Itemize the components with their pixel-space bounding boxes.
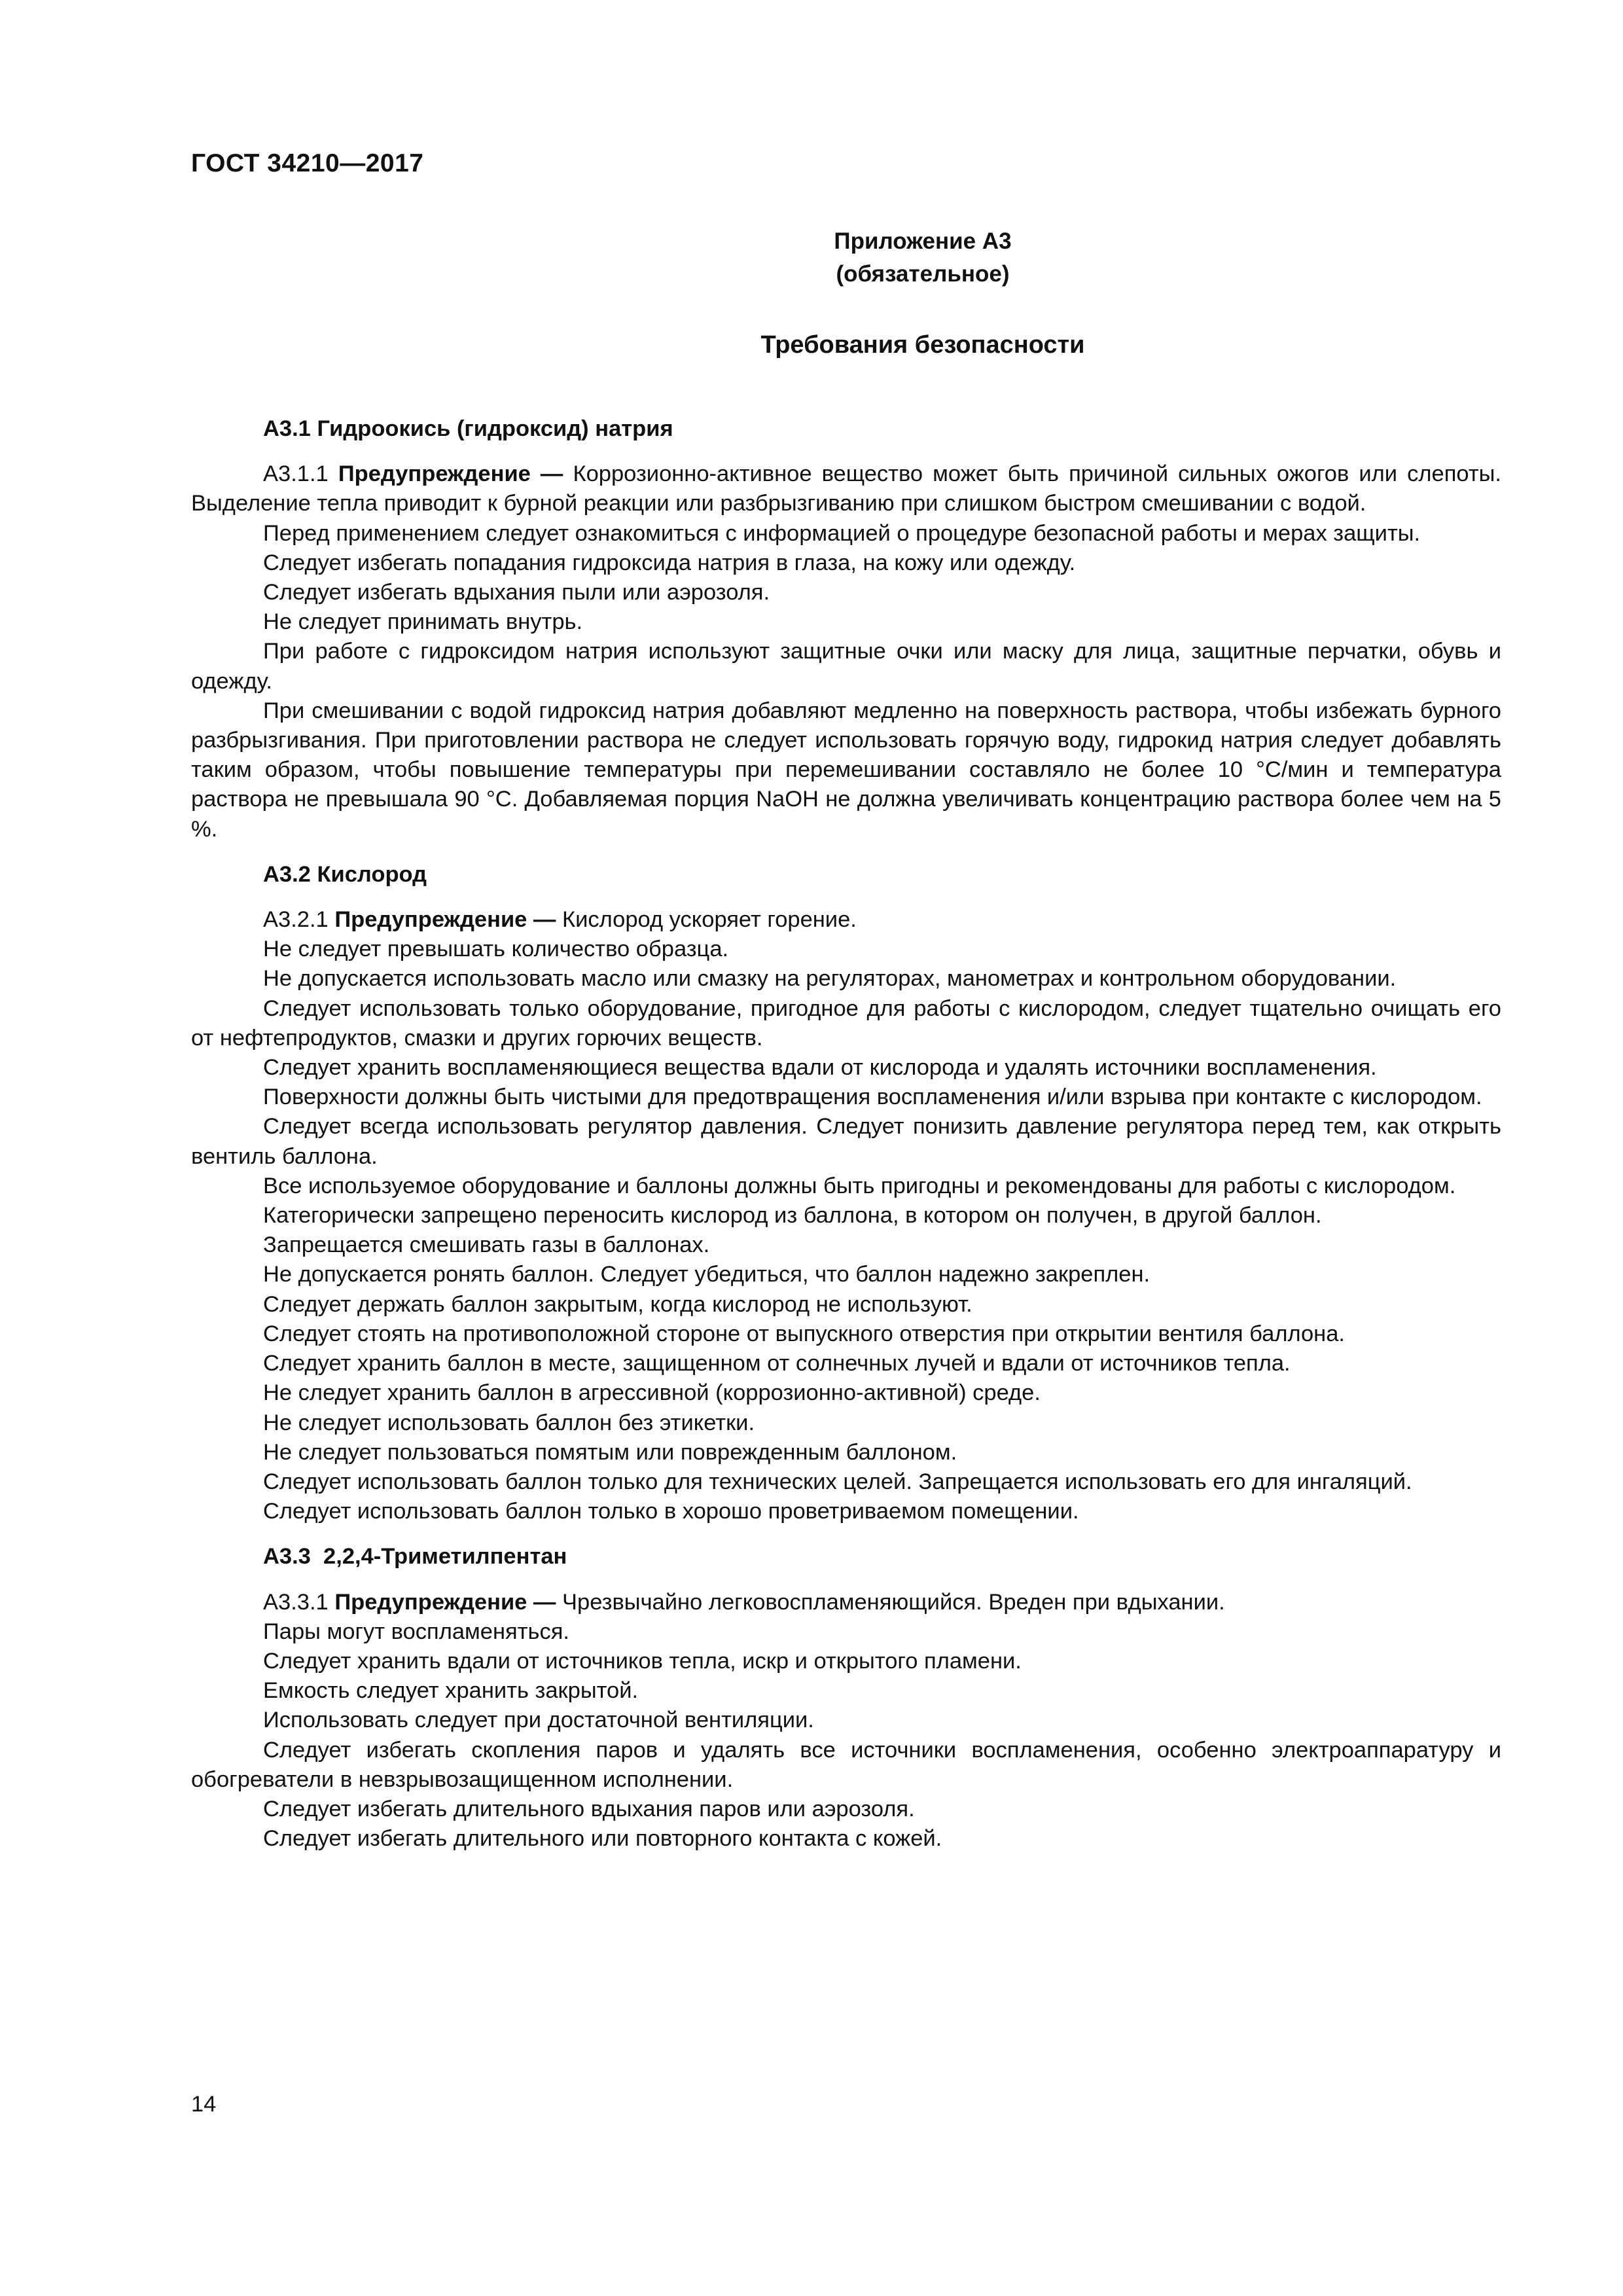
paragraph: При работе с гидроксидом натрия используют защитные очки или маску для лица, защитные перчатки, обувь и одежду. (191, 639, 1501, 694)
page-number: 14 (191, 2092, 217, 2117)
warning-label: Предупреждение — (334, 907, 556, 933)
page-title (0, 331, 1623, 359)
paragraph: Следует избегать попадания гидроксида натрия в глаза, на кожу или одежду. (263, 550, 1076, 575)
page-title-text: Требования безопасности (760, 331, 1085, 359)
section-trimethylpentane (191, 1542, 1501, 1854)
paragraph: Не следует превышать количество образца. (263, 937, 729, 962)
section-oxygen (191, 860, 1501, 1526)
warning-paragraph (191, 459, 1501, 518)
paragraph: Все используемое оборудование и баллоны должны быть пригодны и рекомендованы для работы с кислородом. (263, 1173, 1456, 1198)
paragraph: Следует избегать длительного вдыхания паров или аэрозоля. (263, 1796, 915, 1821)
paragraph: Не следует использовать баллон без этикетки. (263, 1410, 755, 1435)
paragraph: Следует использовать только оборудование, пригодное для работы с кислородом, следует тщательно очищать его от нефтепродуктов, смазки и других горючих веществ. (191, 996, 1501, 1050)
clause-number: А3.2.1 (263, 907, 329, 933)
paragraph: Не допускается ронять баллон. Следует убедиться, что баллон надежно закреплен. (263, 1262, 1150, 1287)
paragraph: Следует держать баллон закрытым, когда кислород не используют. (263, 1291, 972, 1317)
paragraph: Пары могут воспламеняться. (263, 1619, 569, 1644)
paragraph: Следует избегать длительного или повторного контакта с кожей. (263, 1826, 942, 1852)
paragraph: Запрещается смешивать газы в баллонах. (263, 1232, 710, 1258)
paragraph: Следует хранить вдали от источников тепла, искр и открытого пламени. (263, 1648, 1022, 1674)
paragraph: Использовать следует при достаточной вентиляции. (263, 1708, 814, 1733)
paragraph: Не следует хранить баллон в агрессивной (коррозионно-активной) среде. (263, 1380, 1041, 1406)
section-paragraphs (191, 905, 1501, 1526)
paragraph: Поверхности должны быть чистыми для предотвращения воспламенения и/или взрыва при контакте с кислородом. (263, 1085, 1482, 1110)
appendix-status: (обязательное) (836, 261, 1010, 287)
section-heading: А3.2 Кислород (263, 861, 427, 887)
paragraph: Следует избегать вдыхания пыли или аэрозоля. (263, 580, 770, 605)
paragraph: Не допускается использовать масло или смазку на регуляторах, манометрах и контрольном оборудовании. (263, 966, 1397, 992)
paragraph: При смешивании с водой гидроксид натрия добавляют медленно на поверхность раствора, чтобы избежать бурного разбрызгивания. При приготовлении раствора не следует использовать горячую воду, гидрокид натрия следует добавлять таким образом, чтобы повышение температуры при перемешивании составляло не более 10 °С/мин и температура раствора не превышала 90 °С. Добавляемая порция NaOH не должна увеличивать концентрацию раствора более чем на 5 %. (191, 698, 1501, 842)
section-paragraphs (191, 459, 1501, 844)
paragraph: Следует всегда использовать регулятор давления. Следует понизить давление регулятора перед тем, как открыть вентиль баллона. (191, 1114, 1501, 1169)
section-heading: А3.1 Гидроокись (гидроксид) натрия (263, 416, 673, 441)
warning-text: Чрезвычайно легковоспламеняющийся. Вреден при вдыхании. (562, 1589, 1225, 1615)
paragraph: Следует стоять на противоположной стороне от выпускного отверстия при открытии вентиля баллона. (263, 1321, 1346, 1346)
paragraph: Следует использовать баллон только для технических целей. Запрещается использовать его для ингаляций. (263, 1469, 1412, 1494)
document-code: ГОСТ 34210—2017 (191, 149, 424, 177)
warning-paragraph (191, 1588, 1501, 1617)
appendix-title: Приложение А3 (834, 228, 1012, 254)
warning-label: Предупреждение — (338, 461, 563, 487)
warning-text: Коррозионно-активное вещество может быть причиной сильных ожогов или слепоты. Выделение тепла приводит к бурной реакции или разбрызгиванию при слишком быстром смешивании с водой. (191, 461, 1502, 516)
section-paragraphs (191, 1588, 1501, 1854)
paragraph: Категорически запрещено переносить кислород из баллона, в котором он получен, в другой баллон. (263, 1203, 1322, 1229)
paragraph: Перед применением следует ознакомиться с информацией о процедуре безопасной работы и мерах защиты. (263, 520, 1421, 546)
section-sodium-hydroxide (191, 414, 1501, 844)
paragraph: Емкость следует хранить закрытой. (263, 1678, 639, 1704)
paragraph: Следует использовать баллон только в хорошо проветриваемом помещении. (263, 1499, 1079, 1524)
paragraph: Не следует принимать внутрь. (263, 609, 583, 635)
paragraph: Не следует пользоваться помятым или поврежденным баллоном. (263, 1439, 957, 1465)
clause-number: А3.1.1 (263, 461, 329, 487)
paragraph: Следует хранить воспламеняющиеся вещества вдали от кислорода и удалять источники воспламенения. (263, 1055, 1377, 1081)
warning-label: Предупреждение — (334, 1589, 556, 1615)
section-heading: А3.3 2,2,4-Триметилпентан (263, 1544, 567, 1570)
warning-paragraph (191, 905, 1501, 935)
warning-text: Кислород ускоряет горение. (562, 907, 857, 933)
paragraph: Следует избегать скопления паров и удалять все источники воспламенения, особенно электроаппаратуру и обогреватели в невзрывозащищенном исполнении. (191, 1737, 1501, 1792)
appendix-heading (0, 225, 1623, 291)
paragraph: Следует хранить баллон в месте, защищенном от солнечных лучей и вдали от источников тепла. (263, 1351, 1291, 1376)
clause-number: А3.3.1 (263, 1589, 329, 1615)
document-body (191, 414, 1501, 1869)
